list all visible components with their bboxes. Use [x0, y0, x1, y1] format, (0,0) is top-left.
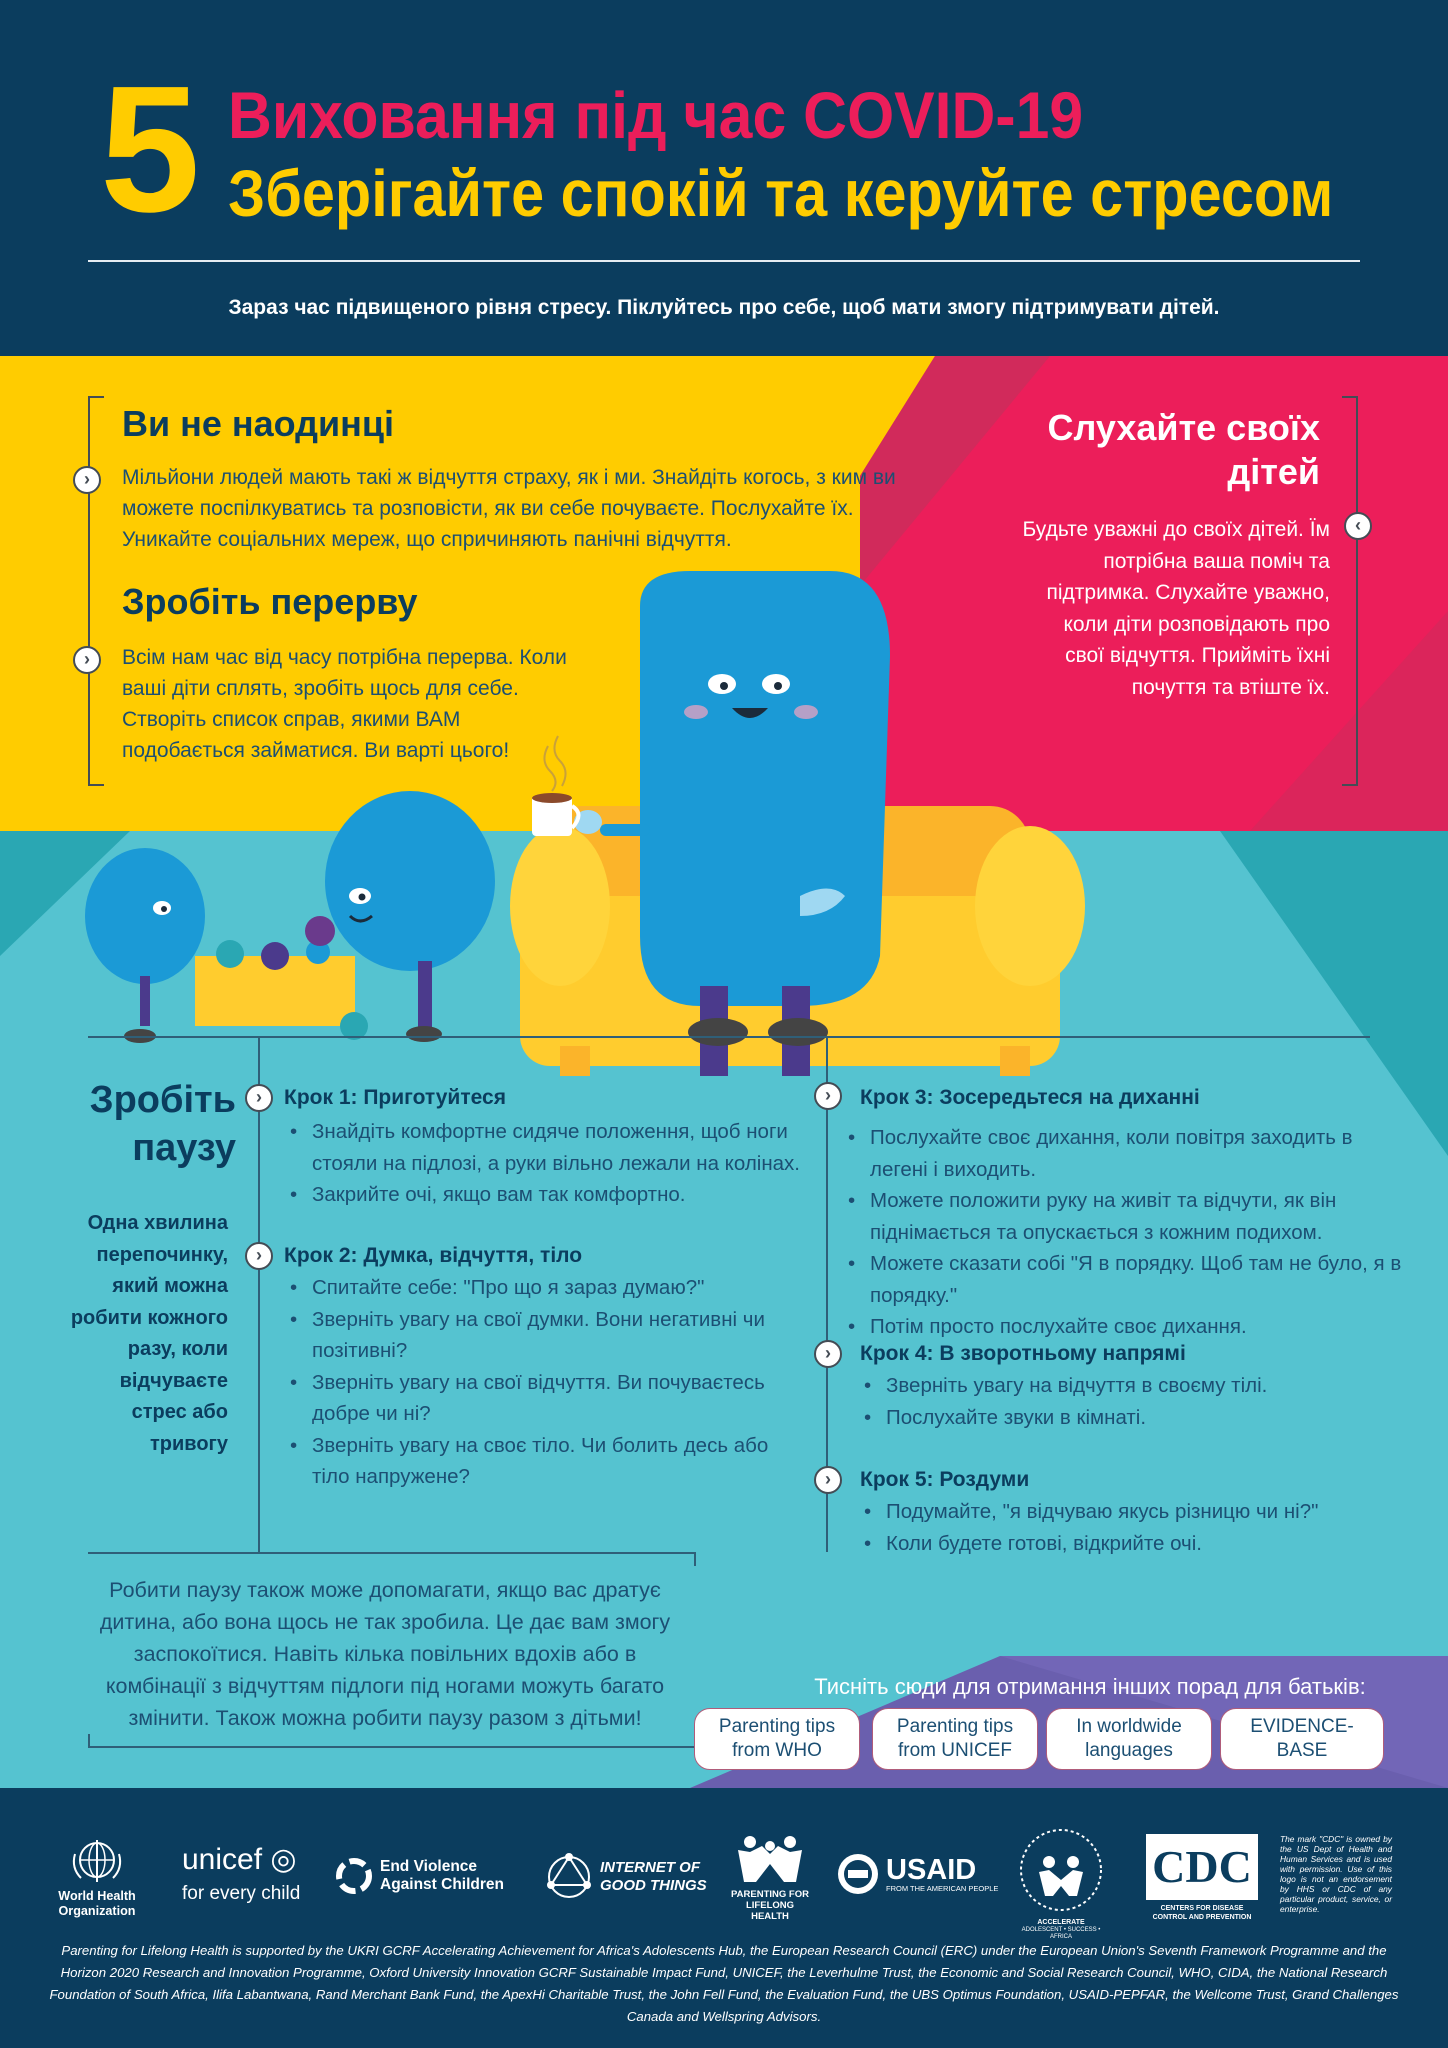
step-5-title: Крок 5: Роздуми: [860, 1468, 1030, 1491]
step-5-list: [858, 1496, 1398, 1559]
header-divider: [88, 260, 1360, 262]
step-3-list: [842, 1122, 1412, 1343]
header: [0, 0, 1448, 356]
tip-number: 5: [100, 49, 201, 250]
funding-credits: Parenting for Lifelong Health is supported by the UKRI GCRF Accelerating Achievement for Africa's Adolescents Hub, the European Research Council (ERC) under the European Union's Seventh Framework Programme and the Horizon 2020 Research and Innovation Programme, Oxford University Innovation GCRF Sustainable Impact Fund, UNICEF, the Leverhulme Trust, the Economic and Social Research Council, WHO, CIDA, the National Research Foundation of South Africa, Ilifa Labantwana, Rand Merchant Bank Fund, the ApexHi Charitable Trust, the John Fell Fund, the Evaluation Fund, the UBS Optimus Foundation, USAID-PEPFAR, the Wellcome Trust, Grand Challenges Canada and Wellspring Advisors.: [49, 1943, 1399, 2024]
list-item: • Зверніть увагу на свої думки. Вони негативні чи позітивні?: [284, 1304, 804, 1367]
footer: [0, 1788, 1448, 2048]
left-bracket: [88, 396, 104, 786]
list-item: • Можете положити руку на живіт та відчути, як він піднімається та опускається з кожним подихом.: [842, 1185, 1412, 1248]
bottom-para-divider: [88, 1746, 694, 1748]
step-4-list: [858, 1370, 1398, 1433]
step-1-list: [284, 1116, 804, 1211]
list-item: • Можете сказати собі "Я в порядку. Щоб там не було, я в порядку.": [842, 1248, 1412, 1311]
chevron-right-icon: ›: [245, 1242, 273, 1270]
usaid-seal-icon: [836, 1852, 880, 1896]
who-logo[interactable]: World Health Organization: [52, 1838, 142, 1919]
unicef-logo[interactable]: unicef ◎ for every child: [182, 1843, 301, 1904]
section-title-listen: Слухайте своїх дітей: [1047, 407, 1320, 492]
pause-left-divider: [258, 1036, 260, 1552]
list-item: • Зверніть увагу на відчуття в своєму тілі.: [858, 1370, 1398, 1402]
step-4-title: Крок 4: В зворотньому напрямі: [860, 1342, 1186, 1365]
chevron-right-icon: ›: [73, 466, 101, 494]
chevron-left-icon: ‹: [1344, 512, 1372, 540]
right-bracket: [1342, 396, 1358, 786]
list-item: • Закрийте очі, якщо вам так комфортно.: [284, 1179, 804, 1211]
list-item: • Зверніть увагу на своє тіло. Чи болить десь або тіло напружене?: [284, 1430, 804, 1493]
cdc-disclaimer: The mark "CDC" is owned by the US Dept of Health and Human Services and is used with permission. Use of this logo is not an endorsement by HHS or CDC of any particular product, service, or enterprise.: [1280, 1834, 1392, 1914]
who-emblem-icon: [69, 1838, 125, 1884]
pause-top-divider: [88, 1036, 1370, 1038]
parenting-for-lifelong-health-logo[interactable]: PARENTING FOR LIFELONG HEALTH: [728, 1832, 812, 1922]
list-item: • Зверніть увагу на свої відчуття. Ви почуваєтесь добре чи ні?: [284, 1367, 804, 1430]
network-icon: [542, 1848, 596, 1906]
section-title-not-alone: Ви не наодинці: [122, 403, 395, 444]
section-title-take-break: Зробіть перерву: [122, 581, 418, 622]
list-item: • Послухайте своє дихання, коли повітря заходить в легені і виходить.: [842, 1122, 1412, 1185]
step-2-title: Крок 2: Думка, відчуття, тіло: [284, 1244, 583, 1267]
who-tips-button[interactable]: Parenting tips from WHO: [694, 1708, 860, 1770]
evidence-base-button[interactable]: EVIDENCE-BASE: [1220, 1708, 1384, 1770]
accelerate-logo[interactable]: ACCELERATE ADOLESCENT • SUCCESS • AFRICA: [1016, 1826, 1106, 1941]
section-text-take-break: Всім нам час від часу потрібна перерва. Коли ваші діти сплять, зробіть щось для себе. Створіть список справ, якими ВАМ подобається займатися. Ви варті цього!: [122, 646, 567, 762]
step-2-list: [284, 1272, 804, 1493]
section-text-listen: Будьте уважні до своїх дітей. Їм потрібна ваша поміч та підтримка. Слухайте уважно, коли діти розповідають про свої відчуття. Прийміть їхні почуття та втіште їх.: [1022, 518, 1330, 699]
pause-bottom-tick: [694, 1552, 696, 1566]
chevron-right-icon: ›: [814, 1082, 842, 1110]
bottom-para-tick: [88, 1734, 90, 1748]
chevron-right-icon: ›: [814, 1466, 842, 1494]
unicef-tips-button[interactable]: Parenting tips from UNICEF: [872, 1708, 1038, 1770]
pause-title: Зробіть паузу: [89, 1079, 236, 1169]
list-item: • Послухайте звуки в кімнаті.: [858, 1402, 1398, 1434]
family-icon: [730, 1832, 810, 1884]
more-tips-label: Тисніть сюди для отримання інших порад для батьків:: [814, 1674, 1366, 1699]
end-violence-logo[interactable]: End Violence Against Children: [334, 1856, 504, 1896]
end-violence-icon: [334, 1856, 374, 1896]
main-title: Виховання під час COVID-19: [228, 78, 1084, 152]
chevron-right-icon: ›: [245, 1084, 273, 1112]
pause-bottom-text: Робити паузу також може допомагати, якщо вас дратує дитина, або вона щось не так зробила. Це дає вам змогу заспокоїтися. Навіть кілька повільних вдохів або в комбінації з відчуттям підлоги під ногами можуть багато змінити. Також можна робити паузу разом з дітьми!: [99, 1578, 671, 1730]
globe-icon: ◎: [270, 1843, 297, 1876]
intro-text: Зараз час підвищеного рівня стресу. Піклуйтесь про себе, щоб мати змогу підтримувати дітей.: [228, 296, 1220, 319]
main-subtitle: Зберігайте спокій та керуйте стресом: [228, 156, 1334, 230]
step-3-title: Крок 3: Зосередьтеся на диханні: [860, 1086, 1200, 1109]
content-area: [0, 356, 1448, 1788]
list-item: • Коли будете готові, відкрийте очі.: [858, 1528, 1398, 1560]
accelerate-emblem-icon: [1017, 1826, 1105, 1914]
list-item: • Спитайте себе: "Про що я зараз думаю?": [284, 1272, 804, 1304]
internet-of-good-things-logo[interactable]: INTERNET OF GOOD THINGS: [542, 1848, 707, 1906]
list-item: • Потім просто послухайте своє дихання.: [842, 1311, 1412, 1343]
cdc-logo[interactable]: CDC CENTERS FOR DISEASE CONTROL AND PREVENTION: [1146, 1834, 1258, 1922]
section-text-not-alone: Мільйони людей мають такі ж відчуття страху, як і ми. Знайдіть когось, з ким ви можете поспілкуватись та розповісти, як ви себе почуваєте. Послухайте їх. Уникайте соціальних мереж, що спричиняють панічні відчуття.: [122, 466, 896, 551]
list-item: • Знайдіть комфортне сидяче положення, щоб ноги стояли на підлозі, а руки вільно лежали на колінах.: [284, 1116, 804, 1179]
chevron-right-icon: ›: [73, 646, 101, 674]
step-1-title: Крок 1: Приготуйтеся: [284, 1086, 506, 1109]
list-item: • Подумайте, "я відчуваю якусь різницю чи ні?": [858, 1496, 1398, 1528]
languages-button[interactable]: In worldwide languages: [1046, 1708, 1212, 1770]
pause-bottom-divider: [88, 1552, 696, 1554]
usaid-logo[interactable]: USAID FROM THE AMERICAN PEOPLE: [836, 1852, 998, 1896]
pause-side-text: Одна хвилина перепочинку, який можна робити кожного разу, коли відчуваєте стрес або тривогу: [70, 1212, 228, 1455]
chevron-right-icon: ›: [814, 1340, 842, 1368]
